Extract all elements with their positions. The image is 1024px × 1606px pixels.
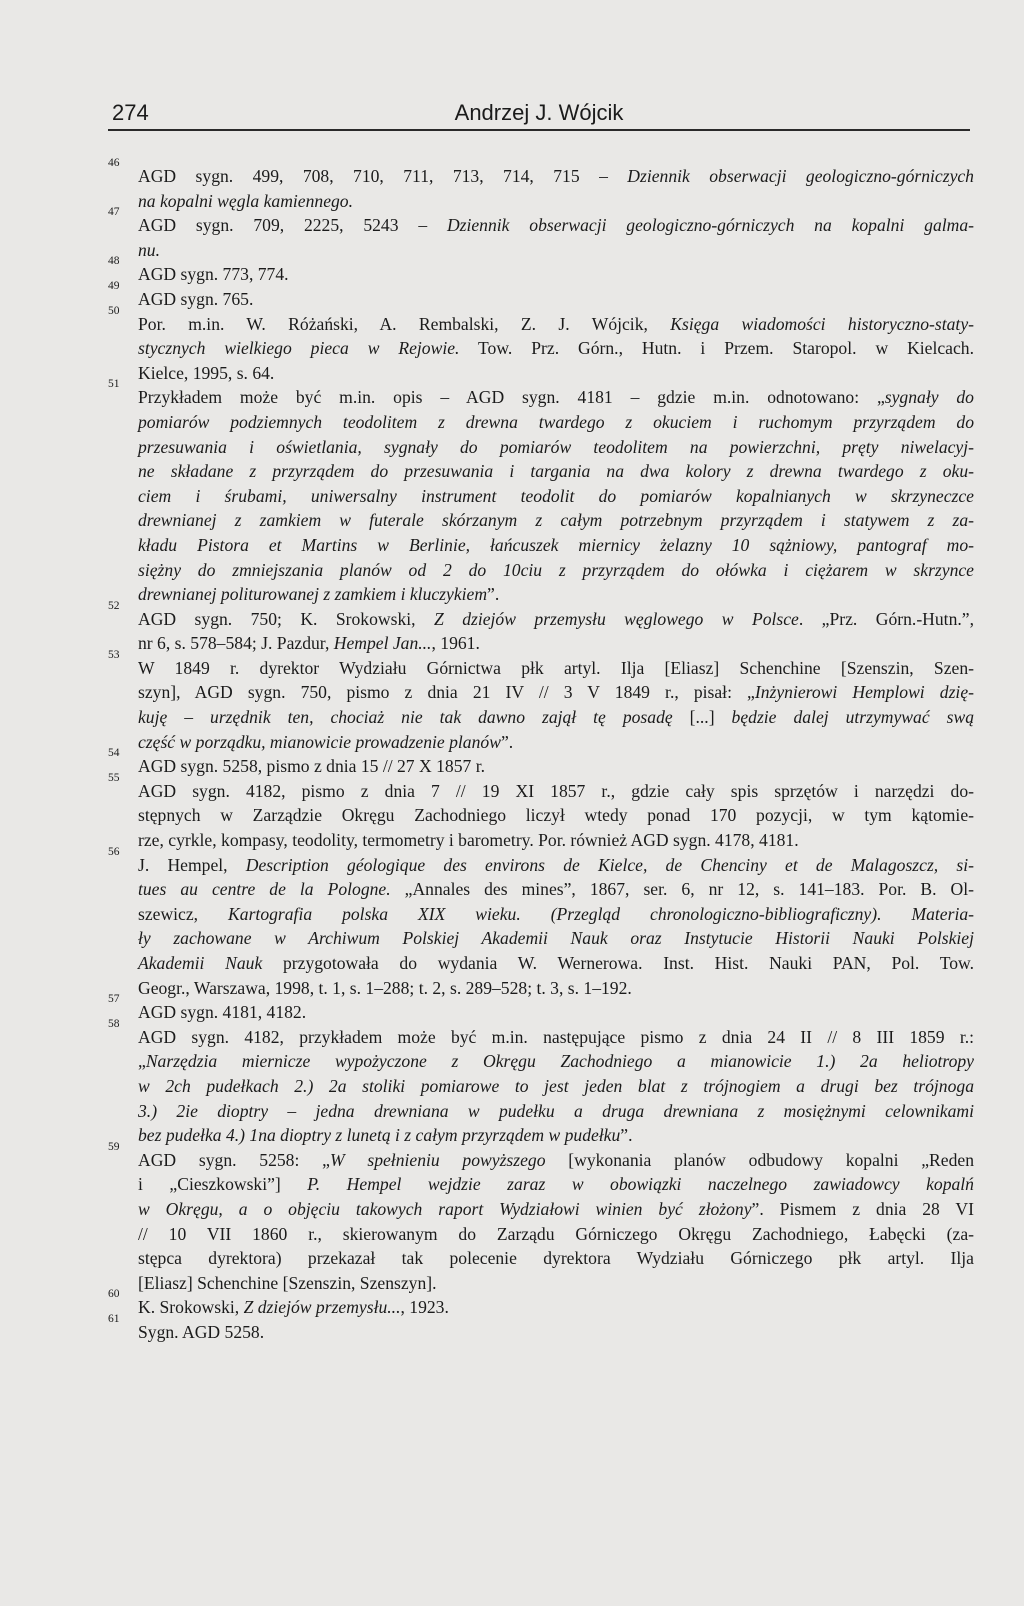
footnote-text (138, 1000, 974, 1025)
italic-run: Dziennik obserwacji geologiczno-górniczych na kopalni galma- (446, 215, 974, 236)
footnote-number: 46 (108, 157, 120, 169)
italic-run: ły zachowane w Archiwum Polskiej Akademii Nauk oraz Instytucie Historii Nauki Polskiej (138, 928, 974, 949)
footnote-text (138, 853, 974, 1001)
footnote-line (138, 877, 974, 902)
italic-run: P. Hempel wejdzie zaraz w obowiązki naczelnego zawiadowcy kopalń (307, 1174, 974, 1195)
footnote-line (138, 1148, 974, 1173)
text-run: AGD sygn. 773, 774. (138, 264, 289, 285)
footnote-line (138, 361, 974, 386)
footnote-line (138, 902, 974, 927)
footnote-line (138, 705, 974, 730)
footnote-number: 59 (108, 1140, 120, 1153)
italic-run: Inżynierowi Hemplowi dzię- (754, 682, 974, 703)
footnote-number: 47 (108, 206, 120, 219)
footnote-line (138, 1320, 974, 1345)
footnote-line (138, 1246, 974, 1271)
footnotes-list (108, 157, 975, 1345)
text-run: AGD sygn. 750; K. Srokowski, (138, 608, 434, 629)
italic-run: Z dziejów przemysłu... (243, 1297, 401, 1318)
text-run: ”. (487, 584, 500, 605)
italic-run: Narzędzia miernicze wypożyczone z Okręgu Zachodniego a mianowicie 1.) 2a heliotropy (145, 1051, 974, 1072)
footnote-text (138, 1025, 974, 1148)
text-run: [Eliasz] Schenchine [Szenszin, Szenszyn]. (138, 1272, 437, 1293)
italic-run: siężny do zmniejszania planów od 2 do 10ciu z przyrządem do ołówka i ciężarem w skrzynce (138, 559, 974, 580)
footnote (108, 157, 974, 213)
text-run: K. Srokowski, (138, 1297, 244, 1318)
text-run: stępnych w Zarządzie Okręgu Zachodniego liczył wtedy ponad 170 pozycji, w tym kątomie- (138, 805, 974, 826)
italic-run: będzie dalej utrzymywać swą (731, 707, 974, 728)
text-run: ”. (500, 731, 514, 752)
footnote-number: 55 (108, 771, 120, 784)
text-run: ”. Pismem z dnia 28 VI (751, 1198, 974, 1219)
italic-run: Description géologique des environs de Kielce, de Chenciny et de Malagoszcz, si- (245, 854, 974, 875)
text-run: . „Prz. Górn.-Hutn.”, (798, 608, 974, 629)
text-run: AGD sygn. 4182, pismo z dnia 7 // 19 XI 1857 r., gdzie cały spis sprzętów i narzędzi do- (138, 780, 974, 801)
italic-run: ciem i śrubami, uniwersalny instrument teodolit do pomiarów kopalnianych w skrzyneczce (138, 485, 974, 506)
footnote-number: 58 (108, 1017, 120, 1030)
footnote-line (138, 803, 974, 828)
italic-run: przesuwania i oświetlania, sygnały do pomiarów teodolitem na powierzchni, pręty niwelacyj- (138, 436, 974, 457)
footnote-line (138, 1025, 974, 1050)
text-run: , 1961. (431, 633, 480, 654)
footnote-text (138, 312, 974, 386)
italic-run: sygnały do (884, 387, 974, 408)
footnote-line (138, 1295, 974, 1320)
footnote-line (138, 336, 974, 361)
footnote-number: 53 (108, 648, 120, 661)
italic-run: w 2ch pudełkach 2.) 2a stoliki pomiarowe to jest jeden blat z trójnogiem a drugi bez trójnoga (138, 1075, 974, 1096)
text-run: przygotowała do wydania W. Wernerowa. Inst. Hist. Nauki PAN, Pol. Tow. (262, 953, 974, 973)
text-run: Kielce, 1995, s. 64. (138, 362, 275, 383)
text-run: AGD sygn. 765. (138, 288, 254, 309)
footnote (108, 1017, 974, 1148)
footnote-line (138, 1172, 974, 1197)
footnote-line (138, 1000, 974, 1025)
italic-run: pomiarów podziemnych teodolitem z drewna twardego z okuciem i ruchomym przyrządem do (138, 411, 974, 432)
footnote-line (138, 1197, 974, 1222)
header-rule (108, 129, 970, 131)
footnote (108, 279, 974, 312)
footnote-line (138, 213, 974, 238)
text-run: AGD sygn. 4182, przykładem może być m.in. następujące pismo z dnia 24 II // 8 III 1859 r.: (138, 1026, 974, 1047)
footnote-number: 52 (108, 599, 120, 612)
text-run: Przykładem może być m.in. opis – AGD sygn. 4181 – gdzie m.in. odnotowano: „ (138, 387, 885, 408)
italic-run: Hempel Jan... (333, 633, 432, 654)
footnote-text (138, 385, 974, 606)
italic-run: W spełnieniu powyższego (329, 1149, 546, 1170)
italic-run: Z dziejów przemysłu węglowego w Polsce (433, 608, 799, 629)
text-run: „ (138, 1051, 146, 1072)
footnote-line (138, 410, 974, 435)
italic-run: Księga wiadomości historyczno-staty- (670, 313, 974, 334)
footnote-line (138, 459, 974, 484)
footnote-number: 61 (108, 1312, 120, 1325)
footnote-line (138, 631, 974, 656)
text-run: AGD sygn. 4181, 4182. (138, 1002, 307, 1023)
text-run: „Annales des mines”, 1867, ser. 6, nr 12, s. 141–183. Por. B. Ol- (390, 879, 975, 900)
footnote-number: 51 (108, 378, 120, 391)
footnote-line (138, 287, 974, 312)
footnote-text (138, 262, 974, 287)
text-run: Por. m.in. W. Różański, A. Rembalski, Z. J. Wójcik, (138, 313, 671, 334)
italic-run: kuję – urzędnik ten, chociaż nie tak dawno zajął tę posadę (138, 707, 673, 728)
text-run: szyn], AGD sygn. 750, pismo z dnia 21 IV // 3 V 1849 r., pisał: „ (138, 682, 755, 703)
footnote-line (138, 1099, 974, 1124)
footnote-number: 57 (108, 993, 120, 1006)
footnote-line (138, 607, 974, 632)
footnote-text (138, 213, 974, 262)
footnote (108, 648, 974, 754)
footnote-line (138, 164, 974, 189)
text-run: i „Cieszkowski”] (138, 1174, 308, 1195)
footnote (108, 206, 974, 262)
italic-run: część w porządku, mianowicie prowadzenie planów (138, 731, 501, 752)
italic-run: drewnianej politurowanej z zamkiem i kluczykiem (138, 584, 488, 605)
footnote-text (138, 164, 974, 213)
footnote-text (138, 1295, 974, 1320)
text-run: , 1923. (400, 1297, 449, 1318)
footnote (108, 599, 974, 656)
footnote (108, 747, 974, 779)
text-run: AGD sygn. 5258, pismo z dnia 15 // 27 X 1857 r. (138, 756, 485, 777)
footnote-line (138, 1074, 974, 1099)
footnote-number: 60 (108, 1288, 120, 1301)
text-run: [...] (672, 707, 732, 728)
footnote-line (138, 926, 974, 951)
text-run: Tow. Prz. Górn., Hutn. i Przem. Staropol. w Kielcach. (459, 338, 974, 359)
footnote-line (138, 533, 974, 558)
footnote-text (138, 607, 974, 656)
footnote (108, 1140, 974, 1296)
running-head: Andrzej J. Wójcik (454, 100, 624, 125)
footnote (108, 845, 975, 1001)
italic-run: na kopalni węgla kamiennego. (138, 190, 353, 211)
footnote-line (138, 558, 974, 583)
footnote-line (138, 754, 974, 779)
footnote-number: 50 (108, 304, 120, 317)
footnote-line (138, 435, 974, 460)
text-run: AGD sygn. 499, 708, 710, 711, 713, 714, 715 – (138, 166, 628, 186)
text-run: stępca dyrektora) przekazał tak polecenie dyrektora Wydziału Górniczego płk artyl. Ilja (138, 1248, 974, 1269)
footnote-line (138, 1123, 974, 1148)
footnote-line (138, 508, 974, 533)
italic-run: w Okręgu, a o objęciu takowych raport Wydziałowi winien być złożony (138, 1198, 752, 1219)
text-run: Sygn. AGD 5258. (138, 1321, 265, 1342)
text-run: szewicz, (138, 903, 229, 924)
footnote-line (138, 976, 974, 1001)
footnote (108, 771, 974, 853)
text-run: rze, cyrkle, kompasy, teodolity, termometry i barometry. Por. również AGD sygn. 4178, 4181. (138, 830, 799, 851)
footnote-line (138, 582, 974, 607)
footnote-line (138, 853, 974, 878)
text-run: W 1849 r. dyrektor Wydziału Górnictwa płk artyl. Ilja [Eliasz] Schenchine [Szenszin, Szen- (138, 657, 974, 678)
footnote-text (138, 287, 974, 312)
footnote-line (138, 1271, 974, 1296)
footnote-text (138, 1320, 974, 1345)
footnote-number: 49 (108, 279, 120, 292)
italic-run: ne składane z przyrządem do przesuwania i targania na dwa kolory z drewna twardego z oku- (138, 461, 974, 482)
footnote (108, 1288, 974, 1320)
footnote-text (138, 656, 974, 754)
text-run: [wykonania planów odbudowy kopalni „Reden (545, 1149, 974, 1170)
footnote (108, 993, 974, 1025)
footnote-line (138, 312, 974, 337)
italic-run: 3.) 2ie dioptry – jedna drewniana w pudełku a druga drewniana z mosiężnymi celownikami (138, 1100, 974, 1121)
footnote-line (138, 680, 974, 705)
text-run: // 10 VII 1860 r., skierowanym do Zarządu Górniczego Okręgu Zachodniego, Łabęcki (za- (138, 1223, 974, 1244)
page-header (108, 98, 970, 132)
text-run: ”. (620, 1125, 633, 1146)
footnote-number: 54 (108, 747, 120, 760)
footnote-line (138, 828, 974, 853)
footnote (108, 1312, 974, 1345)
footnote (108, 255, 974, 287)
footnote-line (138, 656, 974, 681)
footnote-line (138, 730, 974, 755)
footnote-line (138, 385, 974, 410)
footnote-line (138, 1222, 974, 1247)
footnote (108, 378, 974, 606)
footnote-line (138, 484, 974, 509)
italic-run: drewnianej z zamkiem w futerale skórzanym z całym potrzebnym przyrządem i statywem z za- (138, 510, 974, 531)
footnote-text (138, 754, 974, 779)
footnote-line (138, 1049, 974, 1074)
text-run: Geogr., Warszawa, 1998, t. 1, s. 1–288; t. 2, s. 289–528; t. 3, s. 1–192. (138, 977, 632, 998)
italic-run: Dziennik obserwacji geologiczno-górniczych (627, 166, 974, 186)
footnote-text (138, 1148, 974, 1296)
italic-run: bez pudełka 4.) 1na dioptry z lunetą i z całym przyrządem w pudełku (138, 1125, 621, 1146)
footnote-number: 56 (108, 845, 120, 858)
italic-run: Kartografia polska XIX wieku. (Przegląd chronologiczno-bibliograficzny). Materia- (228, 903, 974, 924)
footnote-line (138, 189, 974, 214)
italic-run: Akademii Nauk (138, 953, 263, 973)
footnote-line (138, 262, 974, 287)
italic-run: kładu Pistora et Martins w Berlinie, łańcuszek miernicy żelazny 10 sążniowy, pantograf mo- (138, 534, 974, 555)
footnote-line (138, 779, 974, 804)
footnote-line (138, 238, 974, 263)
text-run: AGD sygn. 5258: „ (138, 1149, 330, 1170)
footnote (108, 304, 974, 386)
footnote-text (138, 779, 974, 853)
footnote-line (138, 951, 974, 976)
text-run: AGD sygn. 709, 2225, 5243 – (138, 215, 447, 236)
italic-run: nu. (138, 239, 160, 260)
text-run: J. Hempel, (138, 854, 246, 875)
italic-run: stycznych wielkiego pieca w Rejowie. (138, 338, 460, 359)
footnote-number: 48 (108, 255, 120, 268)
italic-run: tues au centre de la Pologne. (138, 879, 391, 900)
text-run: nr 6, s. 578–584; J. Pazdur, (138, 633, 334, 654)
page-number: 274 (112, 100, 149, 125)
